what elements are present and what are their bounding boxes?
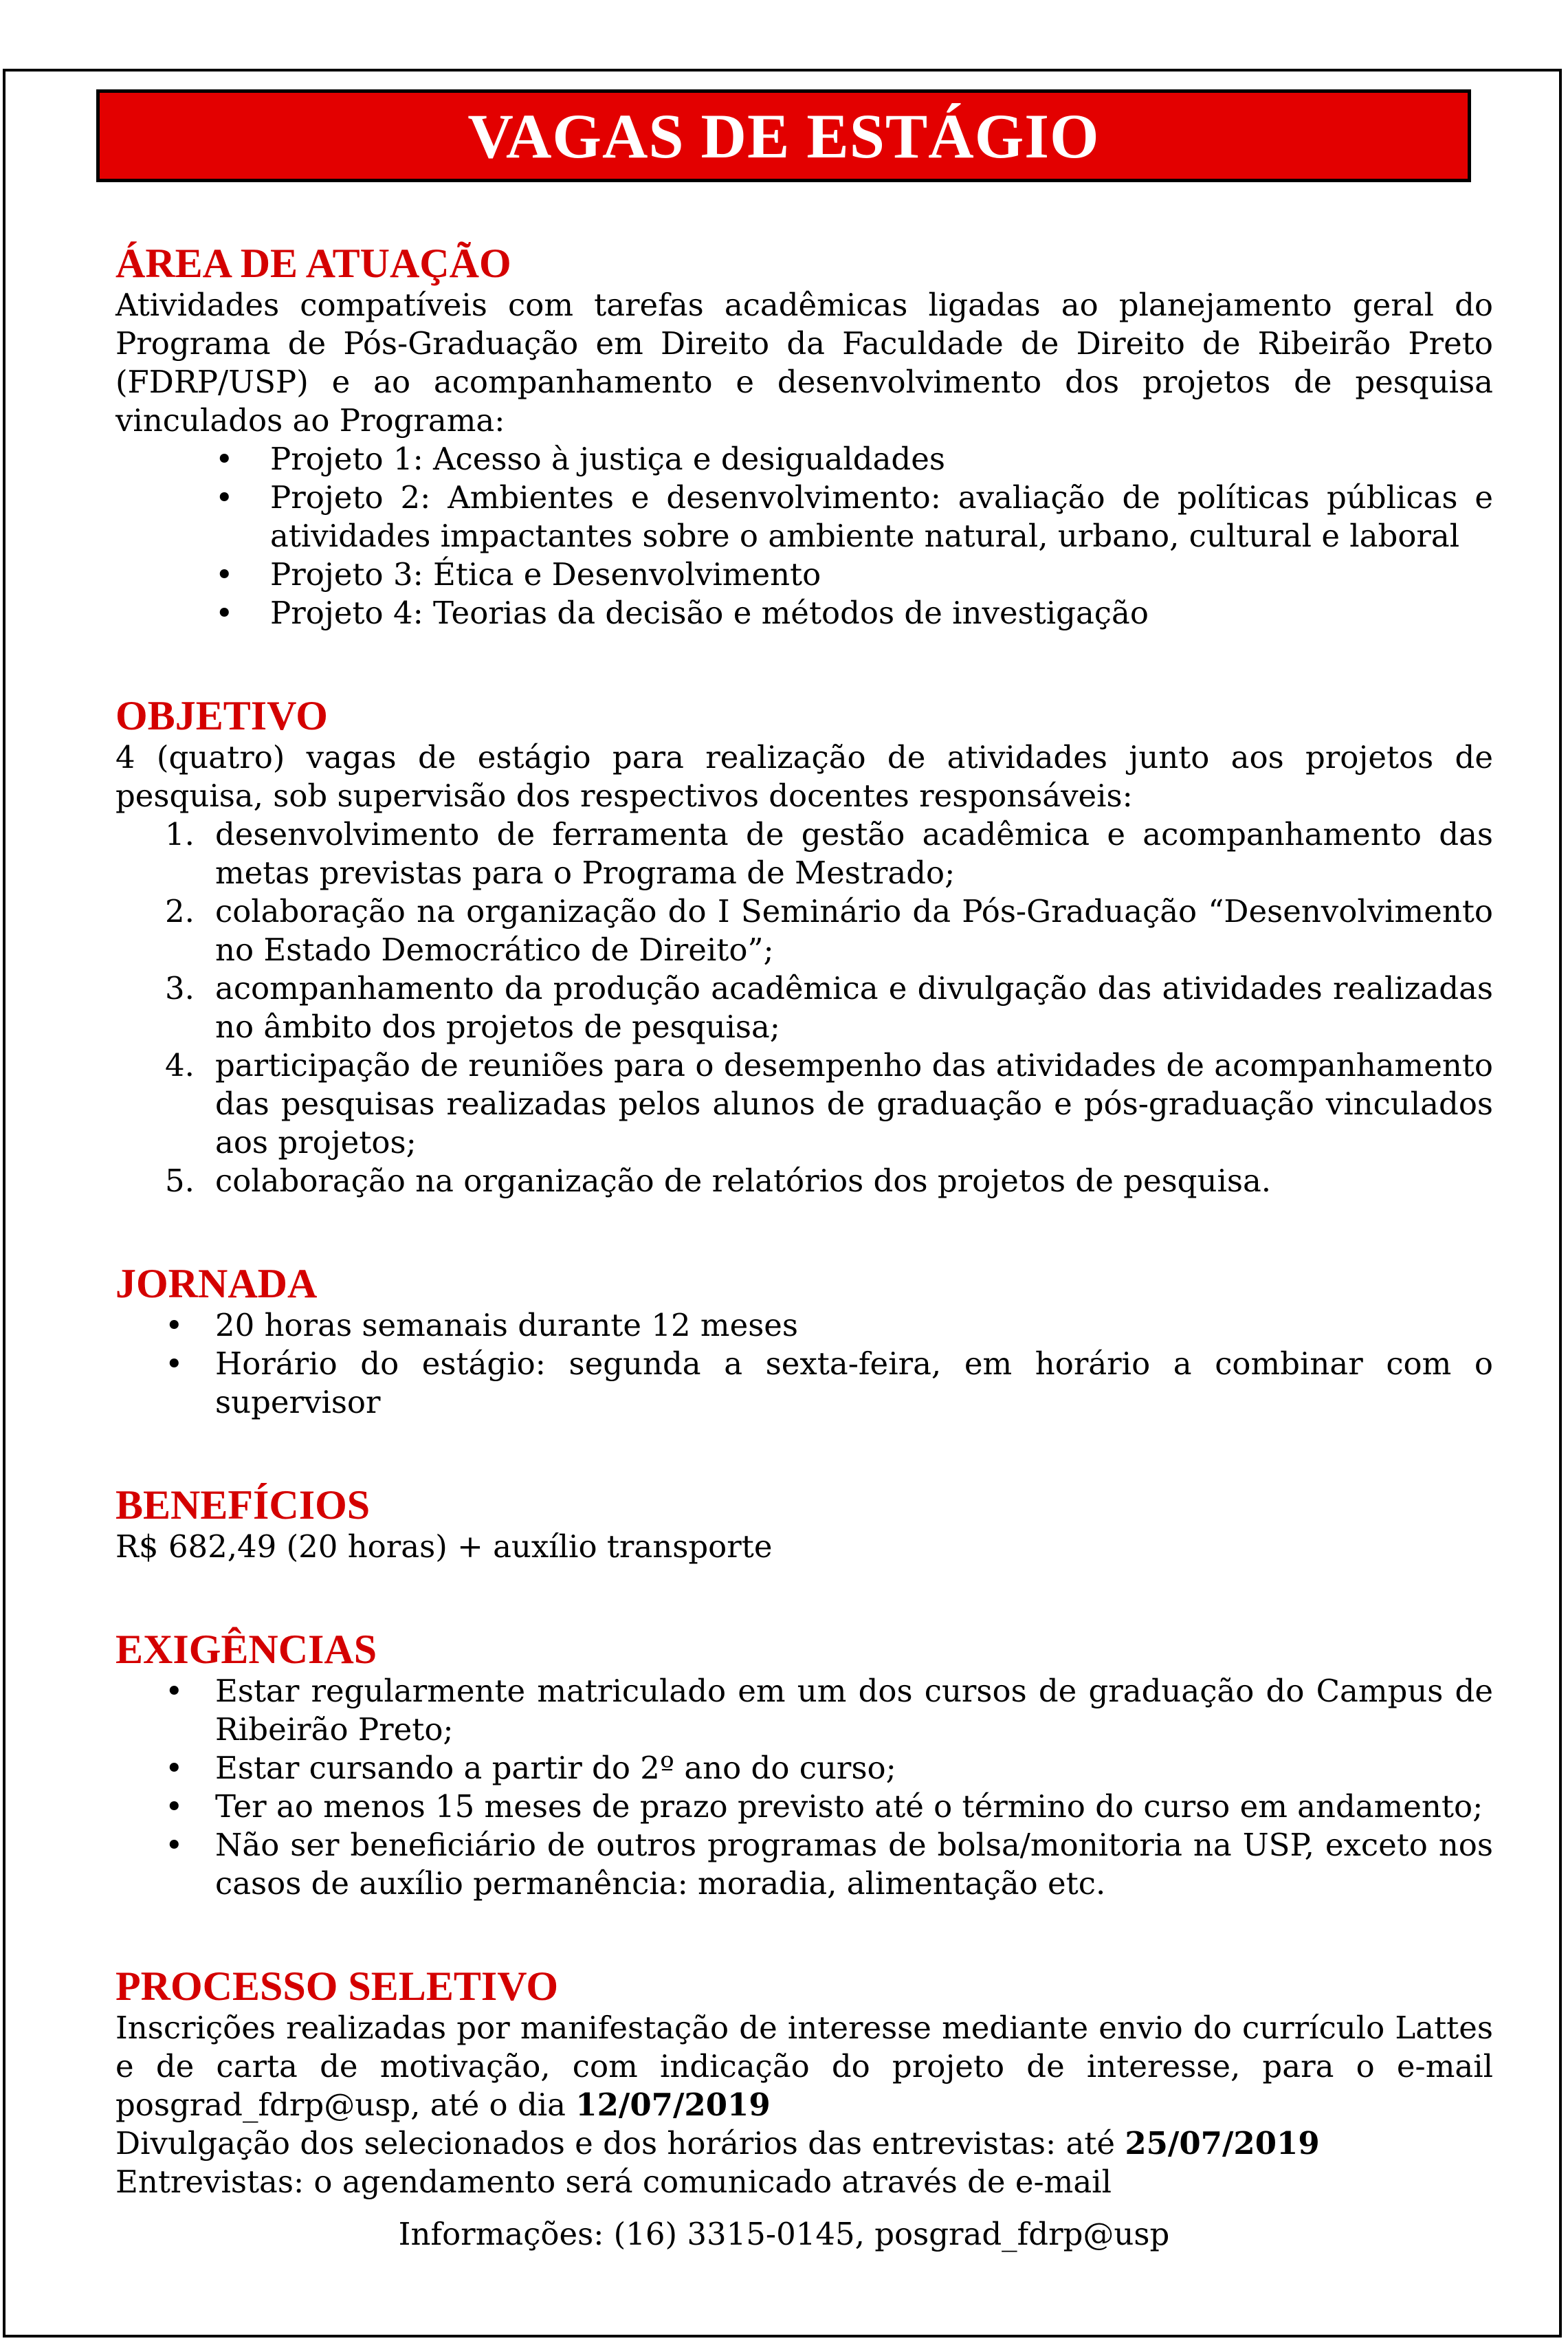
beneficios-text: R$ 682,49 (20 horas) + auxílio transporte	[115, 1528, 773, 1565]
list-item: • Ter ao menos 15 meses de prazo previsto até o término do curso em andamento;	[115, 1788, 1493, 1826]
section-processo	[115, 1964, 1493, 2201]
list-text: desenvolvimento de ferramenta de gestão acadêmica e acompanhamento das metas previstas para o Programa de Mestrado;	[215, 816, 1493, 891]
list-number: 1.	[165, 816, 195, 852]
title-banner	[96, 89, 1471, 182]
list-text: colaboração na organização de relatórios dos projetos de pesquisa.	[215, 1163, 1272, 1199]
list-number: 2.	[165, 893, 195, 930]
list-item: • Projeto 2: Ambientes e desenvolvimento: avaliação de políticas públicas e atividades impactantes sobre o ambiente natural, urbano, cultural e laboral	[115, 478, 1493, 556]
list-item	[115, 1046, 1493, 1162]
list-text: participação de reuniões para o desempenho das atividades de acompanhamento das pesquisas realizadas pelos alunos de graduação e pós-graduação vinculados aos projetos;	[215, 1047, 1493, 1160]
list-number: 4.	[165, 1047, 195, 1084]
section-jornada	[115, 1261, 1493, 1422]
exigencias-list	[115, 1672, 1493, 1903]
section-exigencias	[115, 1627, 1493, 1903]
list-text: acompanhamento da produção acadêmica e divulgação das atividades realizadas no âmbito dos projetos de pesquisa;	[215, 970, 1493, 1045]
section-area	[115, 241, 1493, 632]
list-item: • Projeto 1: Acesso à justiça e desigualdades	[115, 440, 1493, 478]
processo-entrevistas: Entrevistas: o agendamento será comunicado através de e-mail	[115, 2164, 1112, 2200]
heading-beneficios: BENEFÍCIOS	[115, 1482, 371, 1528]
objetivo-list	[115, 815, 1493, 1200]
list-item: • 20 horas semanais durante 12 meses	[115, 1306, 1493, 1345]
divulgacao-date: 25/07/2019	[1125, 2125, 1320, 2162]
list-item: • Projeto 4: Teorias da decisão e métodos de investigação	[115, 594, 1493, 632]
list-item	[115, 892, 1493, 969]
inscricoes-date: 12/07/2019	[575, 2087, 771, 2123]
section-objetivo	[115, 693, 1493, 1200]
divulgacao-text: Divulgação dos selecionados e dos horários das entrevistas: até	[115, 2125, 1125, 2162]
list-number: 5.	[165, 1163, 195, 1199]
list-number: 3.	[165, 970, 195, 1006]
list-item: • Estar cursando a partir do 2º ano do curso;	[115, 1749, 1493, 1788]
list-text: colaboração na organização do I Seminário da Pós-Graduação “Desenvolvimento no Estado Democrático de Direito”;	[215, 893, 1493, 968]
document-body	[115, 241, 1493, 2201]
list-item	[115, 1162, 1493, 1200]
heading-processo: PROCESSO SELETIVO	[115, 1964, 559, 2009]
list-item	[115, 969, 1493, 1046]
contact-info: Informações: (16) 3315-0145, posgrad_fdrp@usp	[398, 2216, 1170, 2252]
jornada-list	[115, 1306, 1493, 1422]
page-title: VAGAS DE ESTÁGIO	[467, 100, 1100, 171]
project-list	[115, 440, 1493, 632]
list-item	[115, 815, 1493, 892]
processo-inscricoes	[115, 2009, 1493, 2124]
list-item: • Não ser beneficiário de outros programas de bolsa/monitoria na USP, exceto nos casos de auxílio permanência: moradia, alimentação etc.	[115, 1826, 1493, 1903]
heading-exigencias: EXIGÊNCIAS	[115, 1627, 377, 1672]
list-item: • Projeto 3: Ética e Desenvolvimento	[115, 556, 1493, 594]
processo-divulgacao	[115, 2124, 1493, 2163]
inscricoes-text: Inscrições realizadas por manifestação de interesse mediante envio do currículo Lattes e de carta de motivação, com indicação do projeto de interesse, para o e-mail posgrad_fdrp@usp, até o dia	[115, 2010, 1493, 2123]
heading-area: ÁREA DE ATUAÇÃO	[115, 241, 511, 286]
heading-jornada: JORNADA	[115, 1261, 318, 1306]
section-beneficios	[115, 1482, 1493, 1566]
objetivo-text: 4 (quatro) vagas de estágio para realização de atividades junto aos projetos de pesquisa, sob supervisão dos respectivos docentes responsáveis:	[115, 739, 1493, 814]
list-item: • Horário do estágio: segunda a sexta-feira, em horário a combinar com o supervisor	[115, 1345, 1493, 1422]
list-item: • Estar regularmente matriculado em um dos cursos de graduação do Campus de Ribeirão Preto;	[115, 1672, 1493, 1749]
area-text: Atividades compatíveis com tarefas acadêmicas ligadas ao planejamento geral do Programa de Pós-Graduação em Direito da Faculdade de Direito de Ribeirão Preto (FDRP/USP) e ao acompanhamento e desenvolvimento dos projetos de pesquisa vinculados ao Programa:	[115, 287, 1493, 439]
heading-objetivo: OBJETIVO	[115, 693, 328, 738]
